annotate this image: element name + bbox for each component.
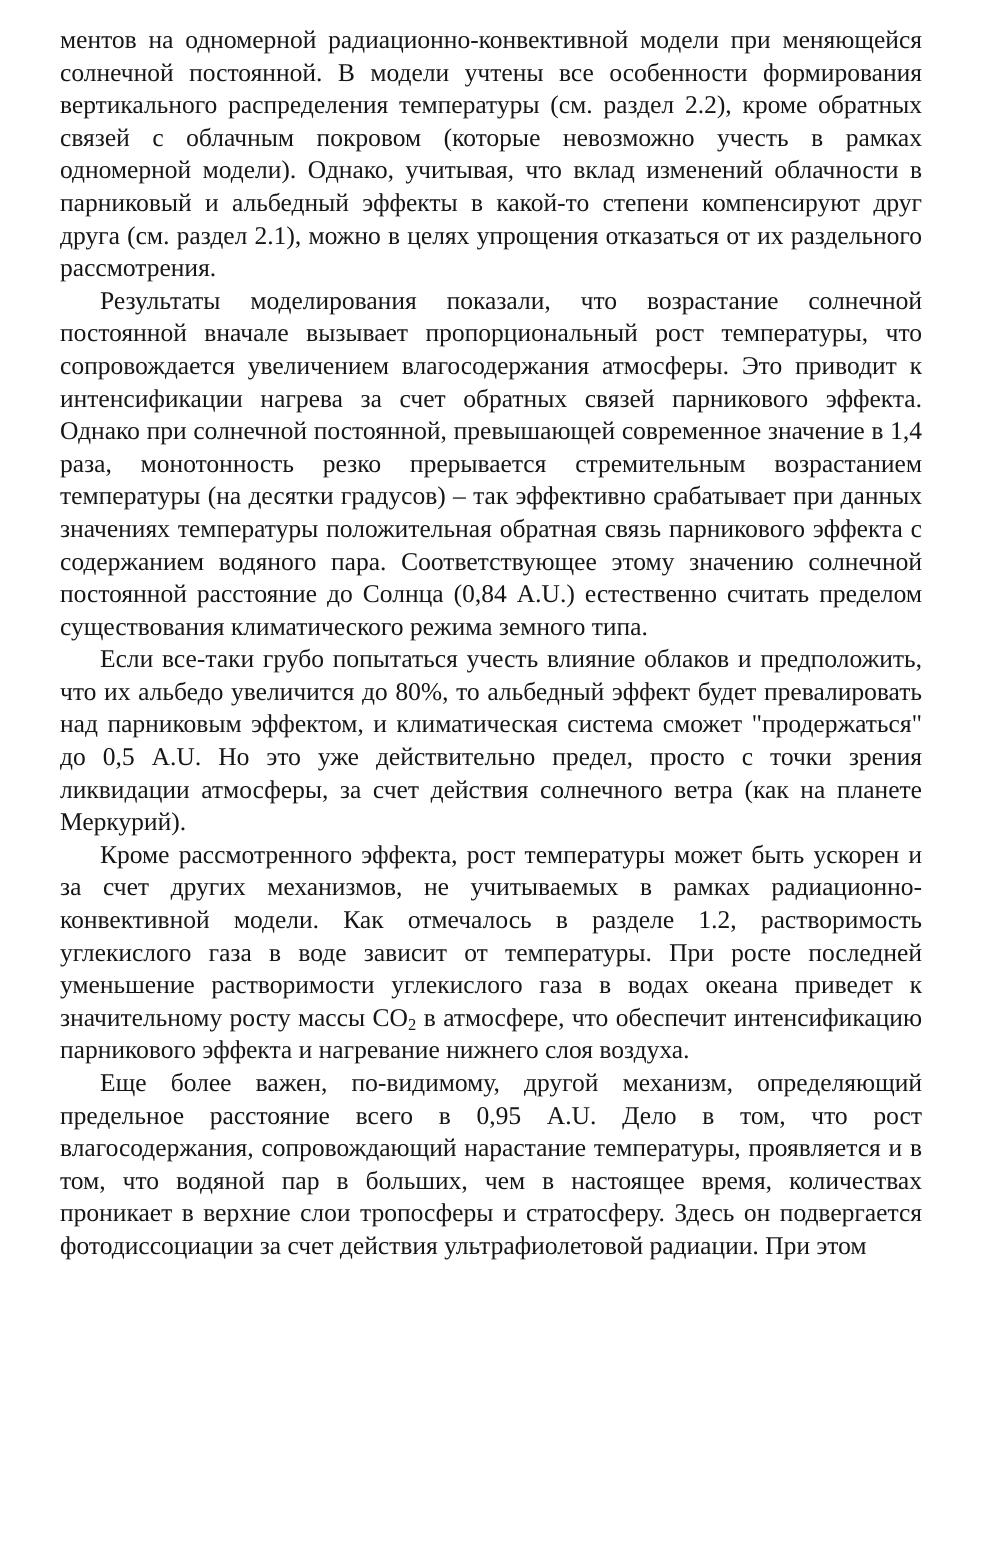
paragraph-4 <box>60 839 922 1067</box>
paragraph-3: Если все-таки грубо попытаться учесть влияние облаков и предположить, что их альбедо увеличится до 80%, то альбедный эффект будет превалировать над парниковым эффектом, и климатическая система сможет "продержаться" до 0,5 A.U. Но это уже действительно предел, просто с точки зрения ликвидации атмосферы, за счет действия солнечного ветра (как на планете Меркурий). <box>60 644 922 837</box>
paragraph-1: ментов на одномерной радиационно-конвективной модели при меняющейся солнечной постоянной. В модели учтены все особенности формирования вертикального распределения температуры (см. раздел 2.2), кроме обратных связей с облачным покровом (которые невозможно учесть в рамках одномерной модели). Однако, учитывая, что вклад изменений облачности в парниковый и альбедный эффекты в какой-то степени компенсируют друг друга (см. раздел 2.1), можно в целях упрощения отказаться от их раздельного рассмотрения. <box>60 25 922 283</box>
paragraph-4-text-before-subscript: Кроме рассмотренного эффекта, рост температуры может быть ускорен и за счет других механизмов, не учитываемых в рамках радиационно-конвективной модели. Как отмечалось в разделе 1.2, растворимость углекислого газа в воде зависит от температуры. При росте последней уменьшение растворимости углекислого газа в водах океана приведет к значительному росту массы CO <box>60 839 922 1032</box>
paragraph-5: Еще более важен, по-видимому, другой механизм, определяющий предельное расстояние всего в 0,95 A.U. Дело в том, что рост влагосодержания, сопровождающий нарастание температуры, проявляется и в том, что водяной пар в больших, чем в настоящее время, количествах проникает в верхние слои тропосферы и стратосферу. Здесь он подвергается фотодиссоциации за счет действия ультрафиолетовой радиации. При этом <box>60 1068 922 1260</box>
page-body-text <box>60 24 922 1263</box>
co2-subscript: 2 <box>407 1014 417 1034</box>
paragraph-4-text-after-subscript: в атмосфере, что обеспечит интенсификацию парникового эффекта и нагревание нижнего слоя воздуха. <box>60 1002 922 1065</box>
paragraph-2: Результаты моделирования показали, что возрастание солнечной постоянной вначале вызывает пропорциональный рост температуры, что сопровождается увеличением влагосодержания атмосферы. Это приводит к интенсификации нагрева за счет обратных связей парникового эффекта. Однако при солнечной постоянной, превышающей современное значение в 1,4 раза, монотонность резко прерывается стремительным возрастанием температуры (на десятки градусов) – так эффективно срабатывает при данных значениях температуры положительная обратная связь парникового эффекта с содержанием водяного пара. Соответствующее этому значению солнечной постоянной расстояние до Солнца (0,84 A.U.) естественно считать пределом существования климатического режима земного типа. <box>60 285 922 641</box>
